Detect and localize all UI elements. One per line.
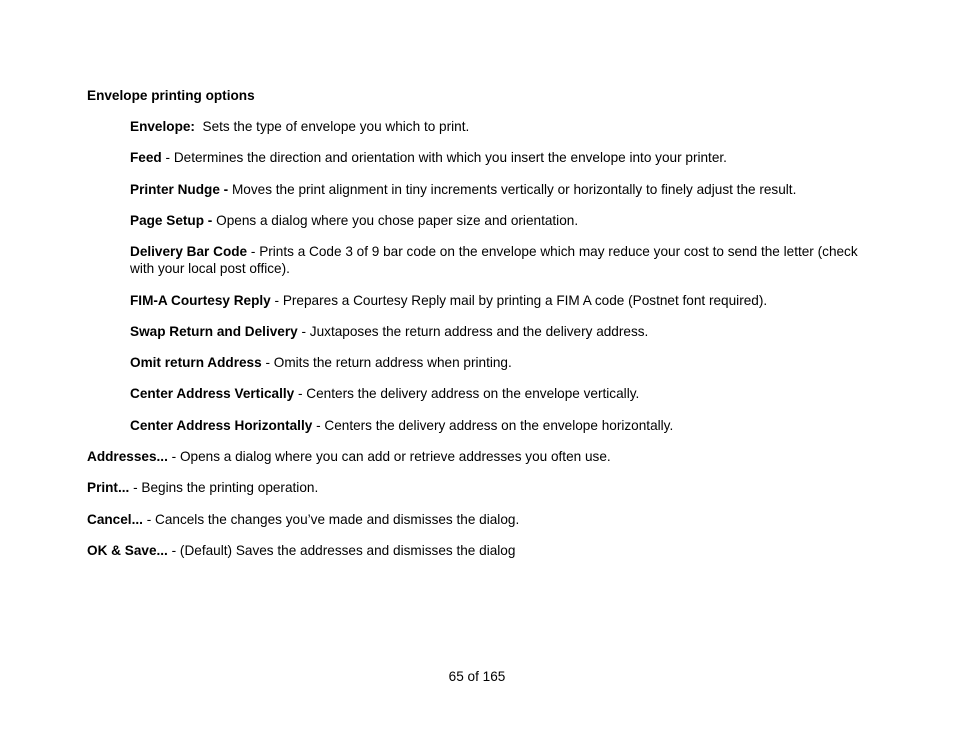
option-description: Moves the print alignment in tiny increments vertically or horizontally to finely adjust the result. — [228, 182, 797, 197]
option-omit-return-address — [130, 354, 512, 371]
option-term: Feed — [130, 150, 162, 165]
option-center-address-vertically — [130, 385, 639, 402]
option-description: - Centers the delivery address on the envelope horizontally. — [312, 418, 674, 433]
option-term: Delivery Bar Code — [130, 244, 248, 259]
button-description: - Opens a dialog where you can add or retrieve addresses you often use. — [167, 449, 611, 464]
option-description: Sets the type of envelope you which to print. — [194, 119, 470, 134]
button-description: - Begins the printing operation. — [129, 480, 319, 495]
option-feed — [130, 149, 727, 166]
page-number: 65 of 165 — [448, 669, 506, 684]
option-term: FIM-A Courtesy Reply — [130, 293, 271, 308]
option-term: Envelope: — [130, 119, 195, 134]
button-term: OK & Save... — [87, 543, 168, 558]
option-printer-nudge — [130, 181, 796, 198]
option-description: - Omits the return address when printing. — [261, 355, 512, 370]
option-term: Page Setup - — [130, 213, 213, 228]
button-doc-ok-save — [87, 542, 515, 559]
option-term: Center Address Vertically — [130, 386, 295, 401]
option-delivery-bar-code — [130, 243, 870, 277]
option-description: - Prepares a Courtesy Reply mail by printing a FIM A code (Postnet font required). — [270, 293, 768, 308]
button-doc-print — [87, 479, 318, 496]
button-description: - Cancels the changes you’ve made and dismisses the dialog. — [142, 512, 520, 527]
option-description: Opens a dialog where you chose paper size and orientation. — [212, 213, 579, 228]
option-swap-return-and-delivery — [130, 323, 648, 340]
button-description: - (Default) Saves the addresses and dismisses the dialog — [167, 543, 516, 558]
option-description: - Prints a Code 3 of 9 bar code on the envelope which may reduce your cost to send the letter (check with your local post office). — [130, 244, 858, 276]
option-description: - Determines the direction and orientation with which you insert the envelope into your printer. — [161, 150, 727, 165]
button-term: Addresses... — [87, 449, 168, 464]
option-envelope — [130, 118, 469, 135]
option-term: Center Address Horizontally — [130, 418, 313, 433]
button-term: Print... — [87, 480, 130, 495]
option-fim-a-courtesy-reply — [130, 292, 767, 309]
option-term: Printer Nudge - — [130, 182, 229, 197]
option-term: Omit return Address — [130, 355, 262, 370]
button-term: Cancel... — [87, 512, 143, 527]
button-doc-cancel — [87, 511, 519, 528]
option-center-address-horizontally — [130, 417, 673, 434]
option-term: Swap Return and Delivery — [130, 324, 298, 339]
option-description: - Juxtaposes the return address and the delivery address. — [297, 324, 649, 339]
button-doc-addresses — [87, 448, 611, 465]
option-page-setup — [130, 212, 578, 229]
section-heading: Envelope printing options — [87, 88, 255, 103]
option-description: - Centers the delivery address on the envelope vertically. — [294, 386, 640, 401]
